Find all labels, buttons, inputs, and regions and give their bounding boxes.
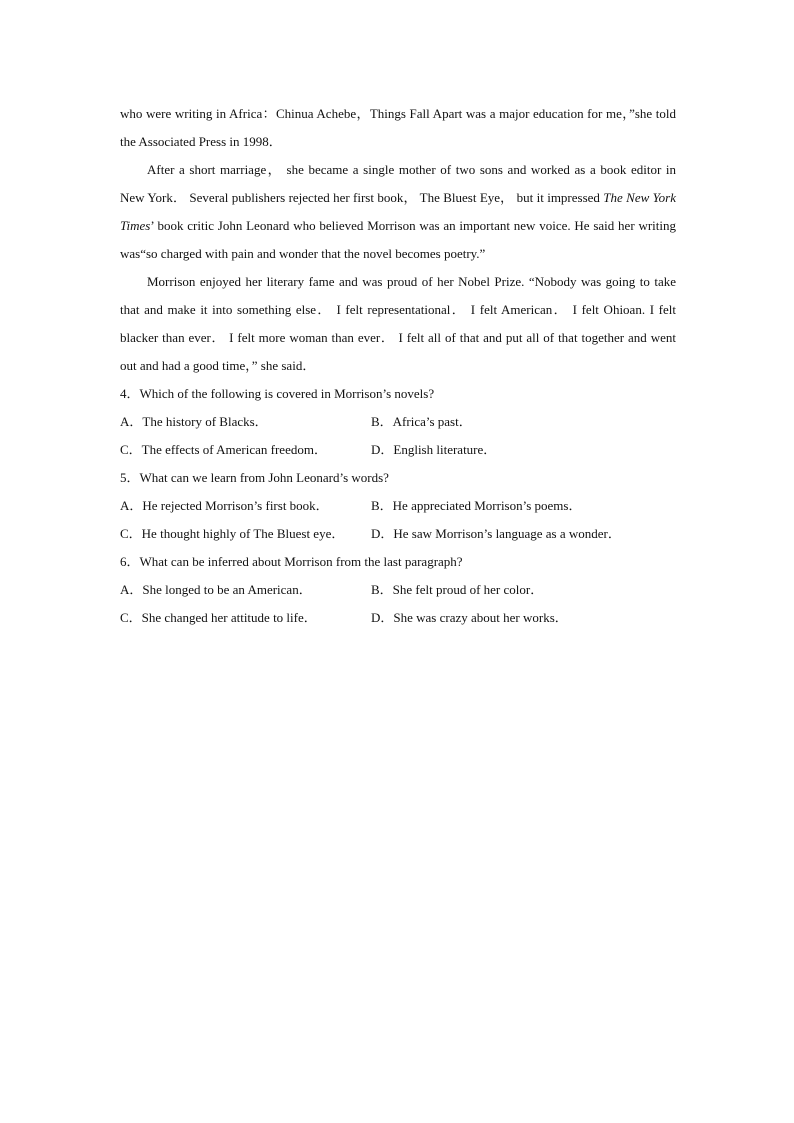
passage-paragraph-1-text: who were writing in Africa：Chinua Achebe，Things Fall Apart was a major education for me，”she told the Associated Press in 1998． xyxy=(120,106,676,149)
question-6-option-b: B．She felt proud of her color． xyxy=(371,582,544,597)
question-4-option-a: A．The history of Blacks． xyxy=(120,414,268,429)
question-5-options-row-2 xyxy=(120,520,676,548)
passage-paragraph-2 xyxy=(120,156,676,268)
newspaper-title: The New York Times xyxy=(120,190,676,233)
passage-paragraph-3 xyxy=(120,268,676,380)
question-5-option-a: A．He rejected Morrison’s first book． xyxy=(120,498,329,513)
question-5-option-c: C．He thought highly of The Bluest eye． xyxy=(120,526,345,541)
question-5-options-row-1 xyxy=(120,492,676,520)
question-4-option-b: B．Africa’s past． xyxy=(371,414,472,429)
passage-paragraph-1 xyxy=(120,100,676,156)
question-4-stem: 4．Which of the following is covered in Morrison’s novels? xyxy=(120,386,435,401)
question-5-option-b: B．He appreciated Morrison’s poems． xyxy=(371,498,582,513)
question-4-options-row-2 xyxy=(120,436,676,464)
question-6-stem: 6．What can be inferred about Morrison from the last paragraph? xyxy=(120,554,463,569)
question-6-option-d: D．She was crazy about her works． xyxy=(371,610,568,625)
question-5-option-d: D．He saw Morrison’s language as a wonder． xyxy=(371,526,621,541)
document-page xyxy=(120,100,676,632)
passage-paragraph-2-text-after: ’ book critic John Leonard who believed Morrison was an important new voice. He said her writing was“so charged with pain and wonder that the novel becomes poetry.” xyxy=(120,218,676,261)
passage-paragraph-3-text: Morrison enjoyed her literary fame and was proud of her Nobel Prize. “Nobody was going to take that and make it into something else． I felt representational． I felt American． I felt Ohioan. I felt blacker than ever． I felt more woman than ever． I felt all of that and put all of that together and went out and had a good time，” she said． xyxy=(120,274,676,373)
question-6-options-row-2 xyxy=(120,604,676,632)
question-5-stem: 5．What can we learn from John Leonard’s words? xyxy=(120,470,389,485)
question-4-option-d: D．English literature． xyxy=(371,442,497,457)
question-4-option-c: C．The effects of American freedom． xyxy=(120,442,327,457)
question-6-option-a: A．She longed to be an American． xyxy=(120,582,312,597)
question-6-option-c: C．She changed her attitude to life． xyxy=(120,610,317,625)
passage-paragraph-2-text-before: After a short marriage， she became a single mother of two sons and worked as a book editor in New York． Several publishers rejected her first book， The Bluest Eye， but it impressed xyxy=(120,162,676,205)
question-6-options-row-1 xyxy=(120,576,676,604)
question-4-options-row-1 xyxy=(120,408,676,436)
